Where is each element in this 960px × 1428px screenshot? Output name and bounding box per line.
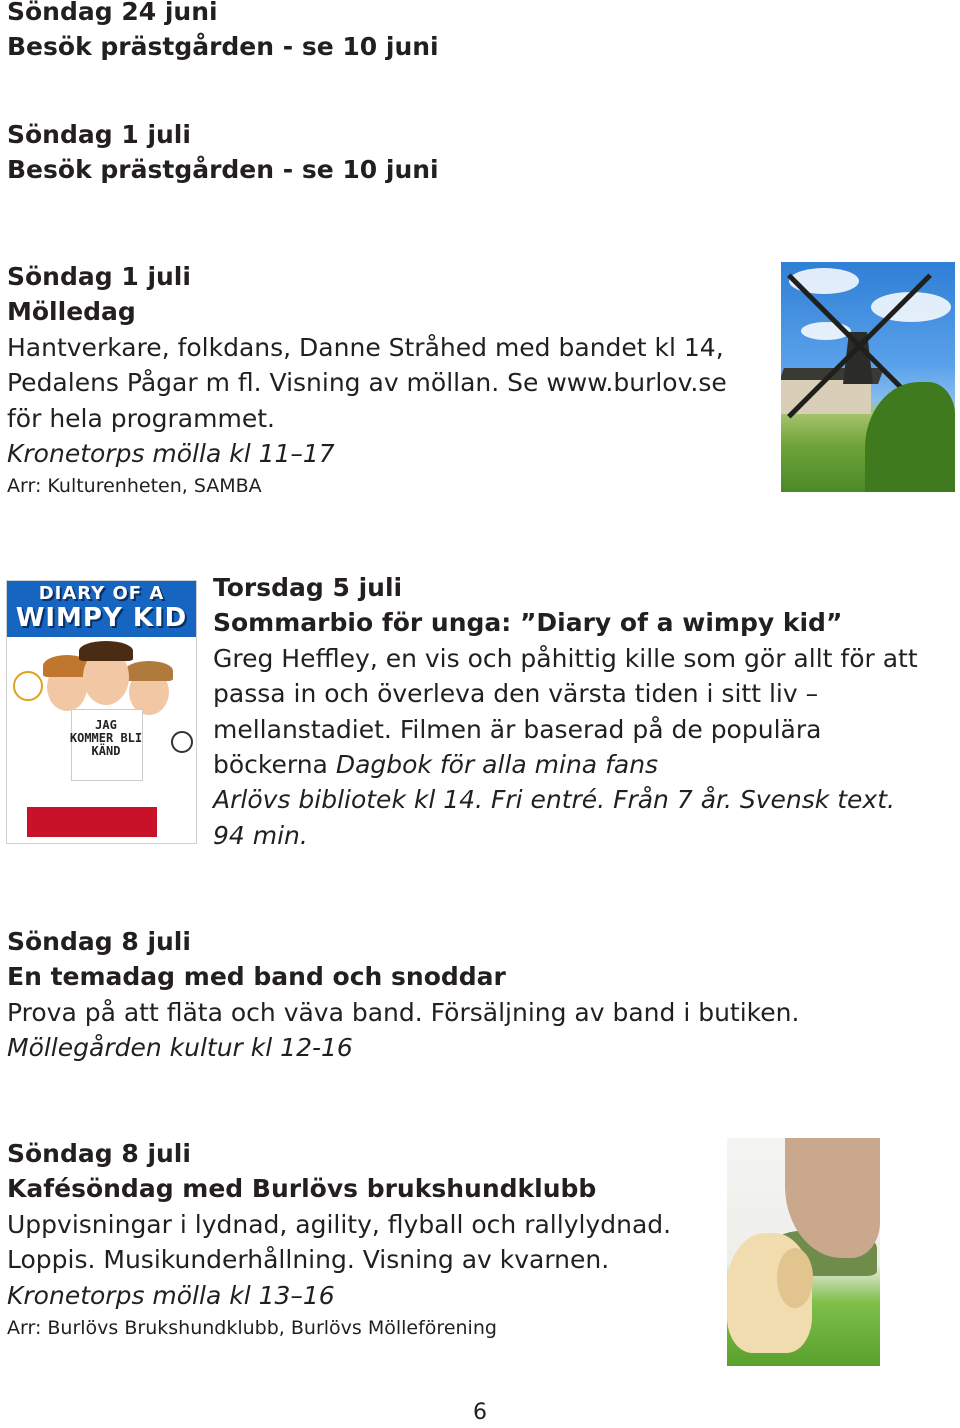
page-number: 6 bbox=[473, 1400, 487, 1425]
book-title: Dagbok för alla mina fans bbox=[335, 750, 659, 780]
event-date: Söndag 8 juli bbox=[7, 1139, 191, 1168]
movie-poster bbox=[6, 580, 197, 844]
event-block bbox=[213, 570, 918, 853]
event-organizer: Arr: Burlövs Brukshundklubb, Burlövs Mölleförening bbox=[7, 1317, 497, 1340]
event-title: Besök prästgården - se 10 juni bbox=[7, 155, 439, 185]
event-title: En temadag med band och snoddar bbox=[7, 962, 506, 992]
event-title: Mölledag bbox=[7, 297, 136, 327]
event-location: Kronetorps mölla kl 13–16 bbox=[7, 1280, 335, 1310]
event-date: Söndag 1 juli bbox=[7, 262, 191, 291]
event-location: Möllegården kultur kl 12-16 bbox=[7, 1033, 353, 1063]
event-description-line: passa in och överleva den värsta tiden i sitt liv – bbox=[213, 679, 819, 709]
event-title: Sommarbio för unga: ”Diary of a wimpy kid” bbox=[213, 608, 843, 638]
poster-title-line: DIARY OF A bbox=[38, 583, 165, 604]
event-date: Söndag 8 juli bbox=[7, 927, 191, 956]
event-description-line: för hela programmet. bbox=[7, 403, 275, 433]
event-location: Kronetorps mölla kl 11–17 bbox=[7, 439, 335, 469]
windmill-photo bbox=[781, 262, 955, 492]
poster-title-line: WIMPY KID bbox=[15, 603, 188, 633]
event-block bbox=[7, 259, 727, 501]
event-location: 94 min. bbox=[213, 820, 308, 850]
event-description-line: Pedalens Pågar m fl. Visning av möllan. Se www.burlov.se bbox=[7, 368, 727, 398]
event-description-line: Loppis. Musikunderhållning. Visning av kvarnen. bbox=[7, 1245, 610, 1275]
event-block bbox=[7, 117, 439, 188]
event-title: Kafésöndag med Burlövs brukshundklubb bbox=[7, 1174, 597, 1204]
poster-shirt-text: JAG KOMMER BLI KÄND bbox=[69, 718, 143, 758]
event-title: Besök prästgården - se 10 juni bbox=[7, 32, 439, 62]
event-description-line bbox=[213, 747, 918, 782]
event-block bbox=[7, 1136, 671, 1343]
event-description-line: mellanstadiet. Filmen är baserad på de populära bbox=[213, 714, 822, 744]
event-date: Torsdag 5 juli bbox=[213, 573, 403, 602]
event-description-line: Prova på att fläta och väva band. Försäljning av band i butiken. bbox=[7, 997, 800, 1027]
description-lead: böckerna bbox=[213, 750, 336, 780]
event-block bbox=[7, 0, 439, 65]
event-description-line: Hantverkare, folkdans, Danne Stråhed med bandet kl 14, bbox=[7, 332, 724, 362]
dog-photo bbox=[727, 1138, 880, 1366]
event-date: Söndag 1 juli bbox=[7, 120, 191, 149]
event-date: Söndag 24 juni bbox=[7, 0, 218, 26]
event-organizer: Arr: Kulturenheten, SAMBA bbox=[7, 475, 262, 498]
event-block bbox=[7, 924, 799, 1066]
event-description-line: Uppvisningar i lydnad, agility, flyball och rallylydnad. bbox=[7, 1209, 672, 1239]
event-description-line: Greg Heffley, en vis och påhittig kille som gör allt för att bbox=[213, 643, 918, 673]
event-location: Arlövs bibliotek kl 14. Fri entré. Från 7 år. Svensk text. bbox=[213, 785, 895, 815]
